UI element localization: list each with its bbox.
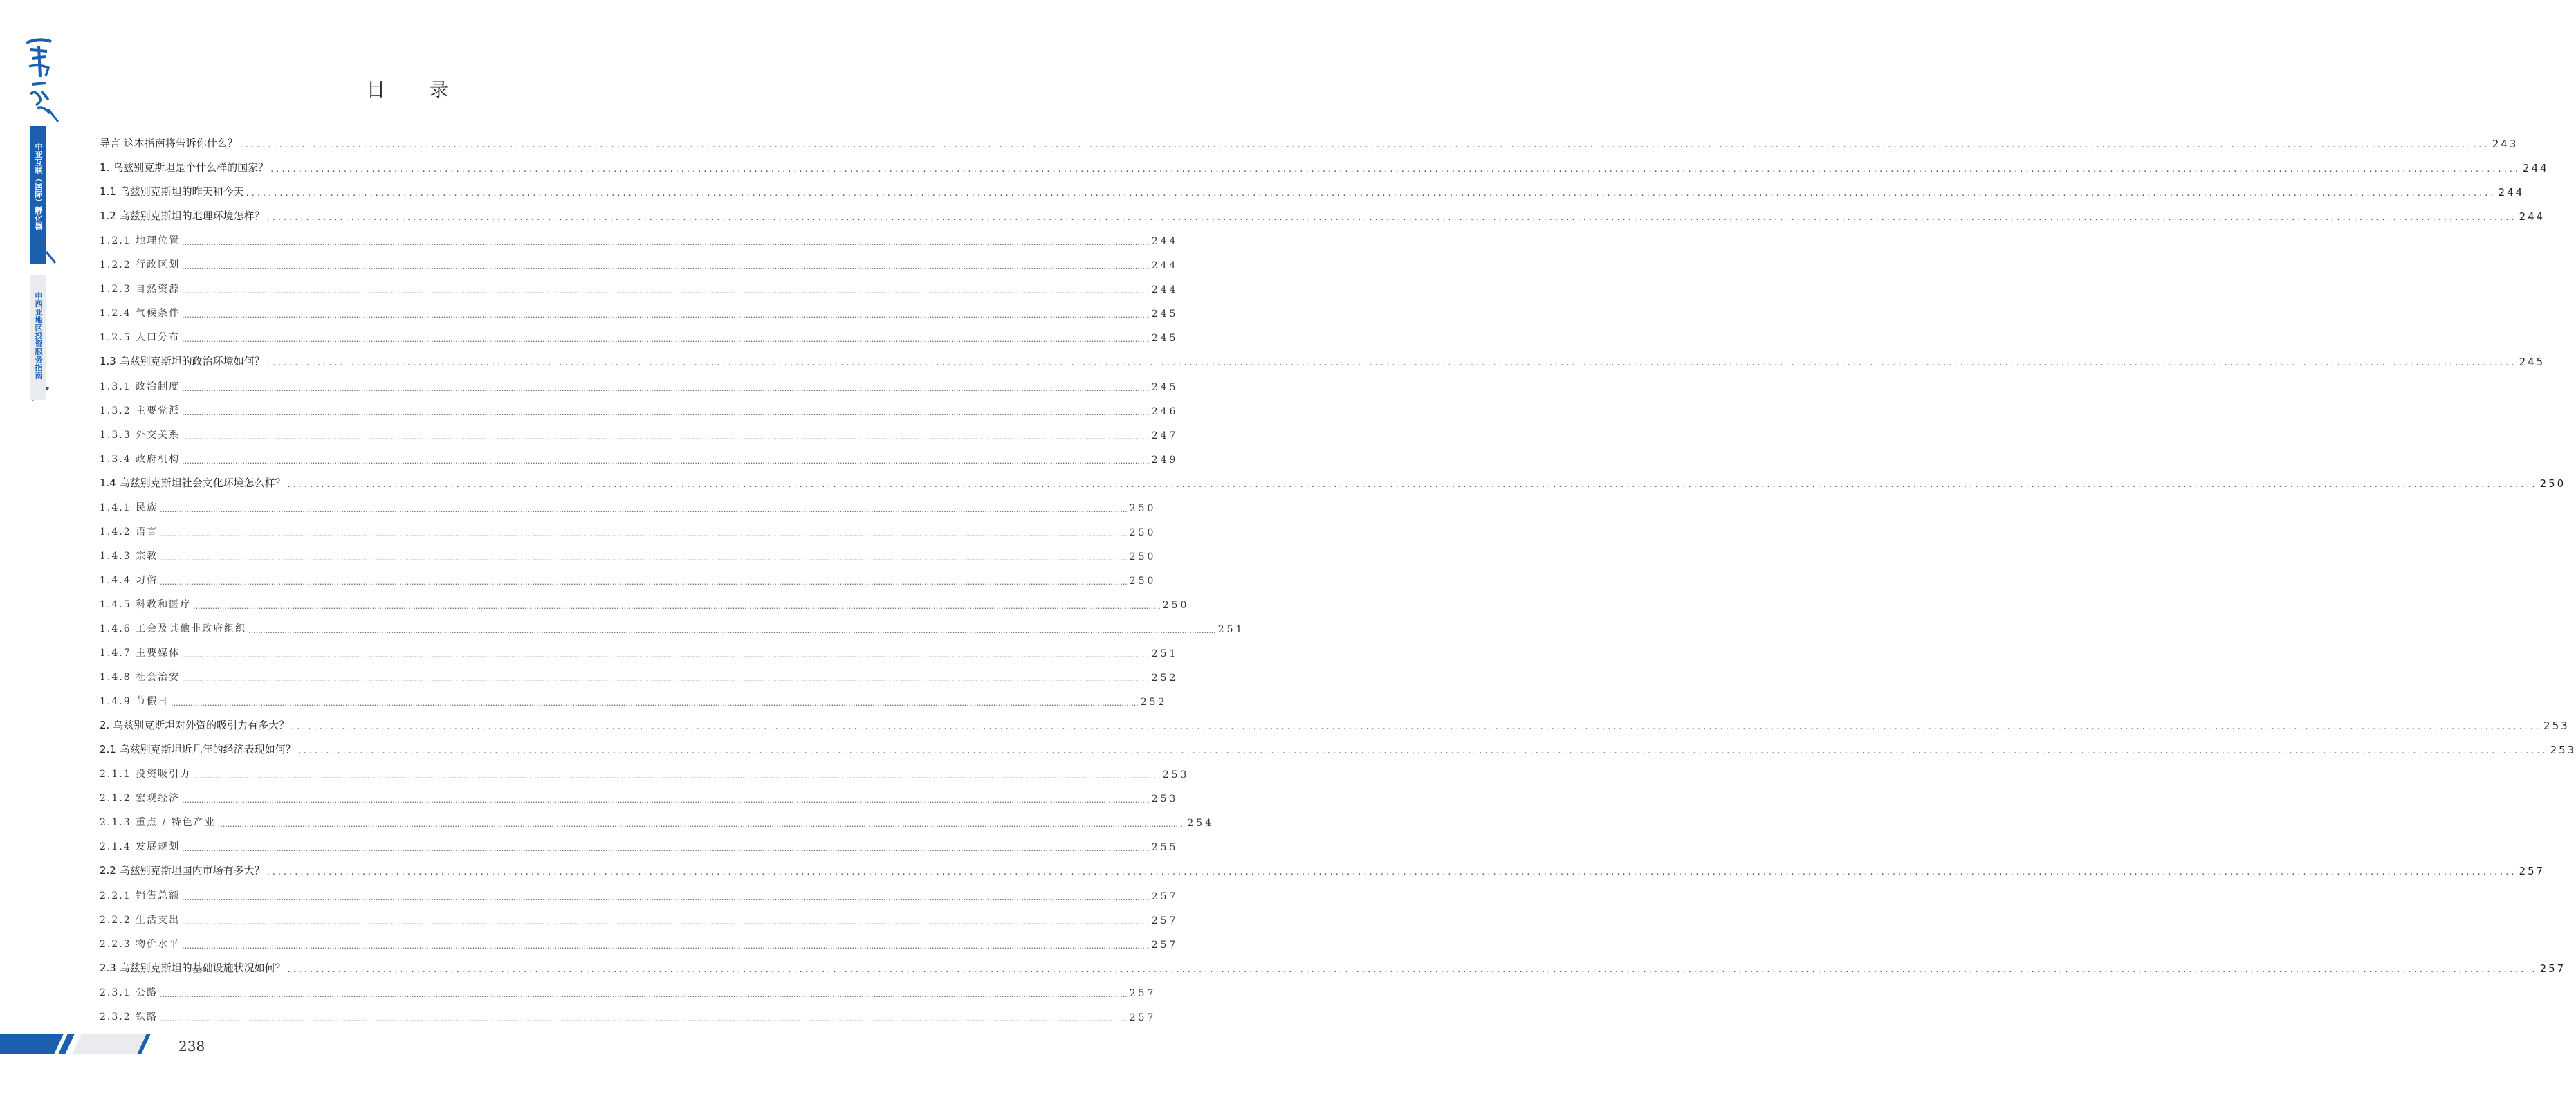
toc-entry-page: 244 [2523, 162, 2549, 175]
toc-entry-label: 1.4 乌兹别克斯坦社会文化环境怎么样？ [100, 476, 286, 489]
toc-leader-dots: ................................................................................................................................................................................................................................................................................................................................................................................................................ [171, 699, 1139, 708]
toc-leader-dots: ................................................................................................................................................................................................................................................................................................................................................................................................................ [182, 650, 1150, 660]
toc-entry-page: 251 [1217, 623, 1245, 635]
toc-leader-dots: ................................................................................................................................................................................................................................................................................................................................................................................................................ [287, 964, 2538, 975]
toc-entry-label: 1.3.4 政府机构 [100, 453, 181, 465]
toc-entry-label: 2.3.2 铁路 [100, 1011, 158, 1023]
toc-subsection-entry [100, 659, 1179, 684]
toc-entry-page: 253 [1151, 794, 1179, 805]
toc-leader-dots: ................................................................................................................................................................................................................................................................................................................................................................................................................ [182, 335, 1150, 345]
toc-entry-page: 253 [2543, 720, 2570, 733]
toc-leader-dots: ................................................................................................................................................................................................................................................................................................................................................................................................................ [266, 867, 2517, 878]
toc-leader-dots: ................................................................................................................................................................................................................................................................................................................................................................................................................ [182, 262, 1150, 272]
toc-subsection-entry [100, 320, 1179, 345]
toc-subsection-entry [100, 441, 1179, 466]
toc-entry-label: 1.3.1 政治制度 [100, 381, 181, 392]
toc-subsection-entry [100, 490, 1157, 514]
toc-leader-dots: ................................................................................................................................................................................................................................................................................................................................................................................................................ [160, 553, 1128, 562]
toc-entry-page: 252 [1140, 697, 1168, 708]
toc-leader-dots: ................................................................................................................................................................................................................................................................................................................................................................................................................ [287, 479, 2538, 490]
toc-subsection-entry [100, 514, 1157, 538]
toc-subsection-entry [100, 829, 1179, 854]
toc-section-entry [100, 126, 2519, 151]
toc-entry-page: 245 [2519, 356, 2546, 369]
toc-leader-dots: ................................................................................................................................................................................................................................................................................................................................................................................................................ [182, 844, 1150, 854]
toc-entry-label: 1.3 乌兹别克斯坦的政治环境如何？ [100, 355, 265, 368]
incubator-text: 中亚互联（国际）孵化器 [34, 143, 43, 230]
toc-leader-dots: ................................................................................................................................................................................................................................................................................................................................................................................................................ [248, 625, 1216, 635]
toc-entry-page: 252 [1151, 673, 1179, 684]
toc-leader-dots: ................................................................................................................................................................................................................................................................................................................................................................................................................ [182, 383, 1150, 393]
toc-entry-page: 257 [1151, 890, 1179, 902]
toc-entry-page: 253 [2550, 744, 2576, 757]
toc-section-entry [100, 150, 2549, 175]
toc-entry-page: 243 [2492, 138, 2519, 151]
toc-subsection-entry [100, 877, 1179, 902]
toc-leader-dots: ................................................................................................................................................................................................................................................................................................................................................................................................................ [270, 164, 2521, 175]
toc-entry-page: 249 [1151, 454, 1179, 466]
toc-entry-label: 1.2.5 人口分布 [100, 332, 181, 344]
toc-entry-label: 1.2.3 自然资源 [100, 284, 181, 295]
toc-entry-label: 2.2.3 物价水平 [100, 938, 181, 950]
toc-subsection-entry [100, 805, 1215, 830]
page-number: 238 [178, 1038, 205, 1054]
toc-leader-dots: ................................................................................................................................................................................................................................................................................................................................................................................................................ [266, 212, 2517, 223]
toc-entry-label: 1.2.4 气候条件 [100, 308, 181, 320]
toc-section-entry [100, 951, 2566, 975]
toc-entry-page: 257 [2539, 962, 2566, 975]
toc-leader-dots: ................................................................................................................................................................................................................................................................................................................................................................................................................ [182, 456, 1150, 466]
toc-subsection-entry [100, 684, 1168, 708]
toc-entry-page: 250 [1162, 599, 1190, 611]
toc-entry-page: 257 [1151, 915, 1179, 926]
toc-subsection-entry [100, 756, 1190, 781]
toc-leader-dots: ................................................................................................................................................................................................................................................................................................................................................................................................................ [217, 820, 1186, 830]
toc-entry-page: 250 [1129, 575, 1157, 587]
toc-entry-label: 1.1 乌兹别克斯坦的昨天和今天 [100, 185, 244, 199]
toc-subsection-entry [100, 393, 1179, 417]
toc-entry-label: 1.4.8 社会治安 [100, 672, 181, 684]
toc-subsection-entry [100, 417, 1179, 441]
toc-entry-label: 2.3.1 公路 [100, 987, 158, 998]
toc-leader-dots: ................................................................................................................................................................................................................................................................................................................................................................................................................ [160, 577, 1128, 587]
toc-entry-page: 251 [1151, 648, 1179, 660]
toc-leader-dots: ................................................................................................................................................................................................................................................................................................................................................................................................................ [193, 771, 1161, 781]
toc-entry-page: 250 [1129, 502, 1157, 514]
toc-leader-dots: ................................................................................................................................................................................................................................................................................................................................................................................................................ [266, 358, 2517, 369]
toc-entry-label: 2. 乌兹别克斯坦对外资的吸引力有多大？ [100, 719, 290, 732]
toc-leader-dots: ................................................................................................................................................................................................................................................................................................................................................................................................................ [182, 893, 1150, 902]
toc-entry-label: 2.2.2 生活支出 [100, 914, 181, 926]
toc-entry-label: 2.1.2 宏观经济 [100, 793, 181, 805]
toc-entry-page: 245 [1151, 309, 1179, 320]
toc-subsection-entry [100, 611, 1245, 635]
toc-section-entry [100, 174, 2525, 199]
toc-entry-label: 1.4.2 语言 [100, 526, 158, 538]
toc-entry-page: 254 [1187, 818, 1215, 830]
title-char-1: 目 [367, 80, 385, 101]
toc-entry-page: 253 [1162, 769, 1190, 781]
table-of-contents [100, 126, 2576, 1023]
toc-entry-page: 246 [1151, 405, 1179, 417]
page-title [0, 75, 815, 102]
toc-entry-label: 2.2.1 销售总额 [100, 890, 181, 902]
toc-entry-label: 1.4.3 宗教 [100, 550, 158, 562]
toc-subsection-entry [100, 271, 1179, 296]
toc-entry-page: 255 [1151, 842, 1179, 854]
toc-subsection-entry [100, 562, 1157, 587]
toc-section-entry [100, 466, 2566, 490]
toc-leader-dots: ................................................................................................................................................................................................................................................................................................................................................................................................................ [182, 238, 1150, 248]
toc-entry-label: 1.3.3 外交关系 [100, 429, 181, 441]
toc-leader-dots: ................................................................................................................................................................................................................................................................................................................................................................................................................ [193, 601, 1161, 611]
toc-leader-dots: ................................................................................................................................................................................................................................................................................................................................................................................................................ [182, 286, 1150, 296]
toc-subsection-entry [100, 368, 1179, 393]
left-spine [0, 0, 69, 1107]
toc-subsection-entry [100, 999, 1157, 1023]
toc-entry-page: 250 [2539, 477, 2566, 490]
toc-section-entry [100, 708, 2570, 733]
toc-subsection-entry [100, 295, 1179, 320]
toc-subsection-entry [100, 902, 1179, 926]
toc-leader-dots: ................................................................................................................................................................................................................................................................................................................................................................................................................ [297, 746, 2548, 757]
toc-subsection-entry [100, 587, 1190, 611]
toc-leader-dots: ................................................................................................................................................................................................................................................................................................................................................................................................................ [182, 408, 1150, 417]
toc-subsection-entry [100, 247, 1179, 272]
toc-subsection-entry [100, 538, 1157, 562]
toc-entry-label: 1.4.1 民族 [100, 502, 158, 513]
toc-leader-dots: ................................................................................................................................................................................................................................................................................................................................................................................................................ [291, 722, 2542, 733]
toc-entry-label: 导言 这本指南将告诉你什么？ [100, 137, 238, 150]
toc-subsection-entry [100, 780, 1179, 805]
toc-entry-label: 1.3.2 主要党派 [100, 405, 181, 417]
toc-entry-label: 1.4.5 科教和医疗 [100, 598, 192, 610]
toc-entry-page: 257 [1129, 987, 1157, 999]
toc-entry-label: 2.1.3 重点 / 特色产业 [100, 817, 216, 829]
toc-entry-label: 1.4.9 节假日 [100, 696, 169, 708]
toc-entry-label: 2.3 乌兹别克斯坦的基础设施状况如何？ [100, 961, 286, 974]
incubator-band [30, 126, 46, 264]
toc-entry-label: 1.4.6 工会及其他非政府组织 [100, 623, 247, 634]
toc-entry-label: 2.1 乌兹别克斯坦近几年的经济表现如何？ [100, 743, 296, 756]
toc-subsection-entry [100, 223, 1179, 248]
toc-leader-dots: ................................................................................................................................................................................................................................................................................................................................................................................................................ [160, 989, 1128, 999]
footer-stripes [0, 1031, 159, 1059]
toc-entry-page: 244 [1151, 260, 1179, 272]
toc-entry-label: 1.4.7 主要媒体 [100, 648, 181, 659]
toc-entry-page: 245 [1151, 333, 1179, 345]
toc-entry-page: 244 [1151, 236, 1179, 248]
toc-leader-dots: ................................................................................................................................................................................................................................................................................................................................................................................................................ [182, 941, 1150, 951]
toc-leader-dots: ................................................................................................................................................................................................................................................................................................................................................................................................................ [239, 140, 2490, 151]
guide-text: 中西亚地区投资服务指南 [34, 292, 43, 380]
toc-leader-dots: ................................................................................................................................................................................................................................................................................................................................................................................................................ [160, 529, 1128, 538]
toc-entry-page: 250 [1129, 551, 1157, 562]
toc-subsection-entry [100, 975, 1157, 999]
toc-section-entry [100, 199, 2546, 223]
toc-subsection-entry [100, 926, 1179, 951]
toc-leader-dots: ................................................................................................................................................................................................................................................................................................................................................................................................................ [160, 1014, 1128, 1023]
toc-entry-page: 247 [1151, 430, 1179, 441]
toc-entry-page: 244 [2498, 186, 2525, 199]
toc-entry-label: 1.2.1 地理位置 [100, 235, 181, 247]
toc-leader-dots: ................................................................................................................................................................................................................................................................................................................................................................................................................ [182, 917, 1150, 926]
toc-section-entry [100, 344, 2546, 369]
guide-band [30, 275, 46, 400]
toc-leader-dots: ................................................................................................................................................................................................................................................................................................................................................................................................................ [246, 188, 2496, 199]
toc-entry-label: 1.4.4 习俗 [100, 574, 158, 586]
toc-entry-page: 257 [1129, 1012, 1157, 1023]
title-char-2: 录 [430, 80, 448, 101]
toc-leader-dots: ................................................................................................................................................................................................................................................................................................................................................................................................................ [160, 504, 1128, 514]
toc-entry-label: 2.1.4 发展规划 [100, 841, 181, 853]
toc-entry-label: 1.2 乌兹别克斯坦的地理环境怎样？ [100, 210, 265, 223]
toc-section-entry [100, 732, 2576, 757]
toc-entry-label: 2.1.1 投资吸引力 [100, 769, 192, 780]
toc-leader-dots: ................................................................................................................................................................................................................................................................................................................................................................................................................ [182, 675, 1150, 684]
toc-entry-page: 250 [1129, 527, 1157, 538]
toc-entry-page: 257 [2519, 865, 2546, 878]
toc-entry-label: 2.2 乌兹别克斯坦国内市场有多大？ [100, 864, 265, 877]
toc-leader-dots: ................................................................................................................................................................................................................................................................................................................................................................................................................ [182, 796, 1150, 805]
toc-leader-dots: ................................................................................................................................................................................................................................................................................................................................................................................................................ [182, 432, 1150, 441]
toc-entry-label: 1.2.2 行政区划 [100, 259, 181, 271]
toc-subsection-entry [100, 635, 1179, 660]
toc-entry-page: 257 [1151, 939, 1179, 951]
toc-entry-page: 244 [1151, 284, 1179, 296]
toc-section-entry [100, 853, 2546, 878]
toc-entry-label: 1. 乌兹别克斯坦是个什么样的国家？ [100, 161, 269, 174]
toc-entry-page: 244 [2519, 210, 2546, 223]
toc-entry-page: 245 [1151, 381, 1179, 393]
toc-leader-dots: ................................................................................................................................................................................................................................................................................................................................................................................................................ [182, 311, 1150, 320]
